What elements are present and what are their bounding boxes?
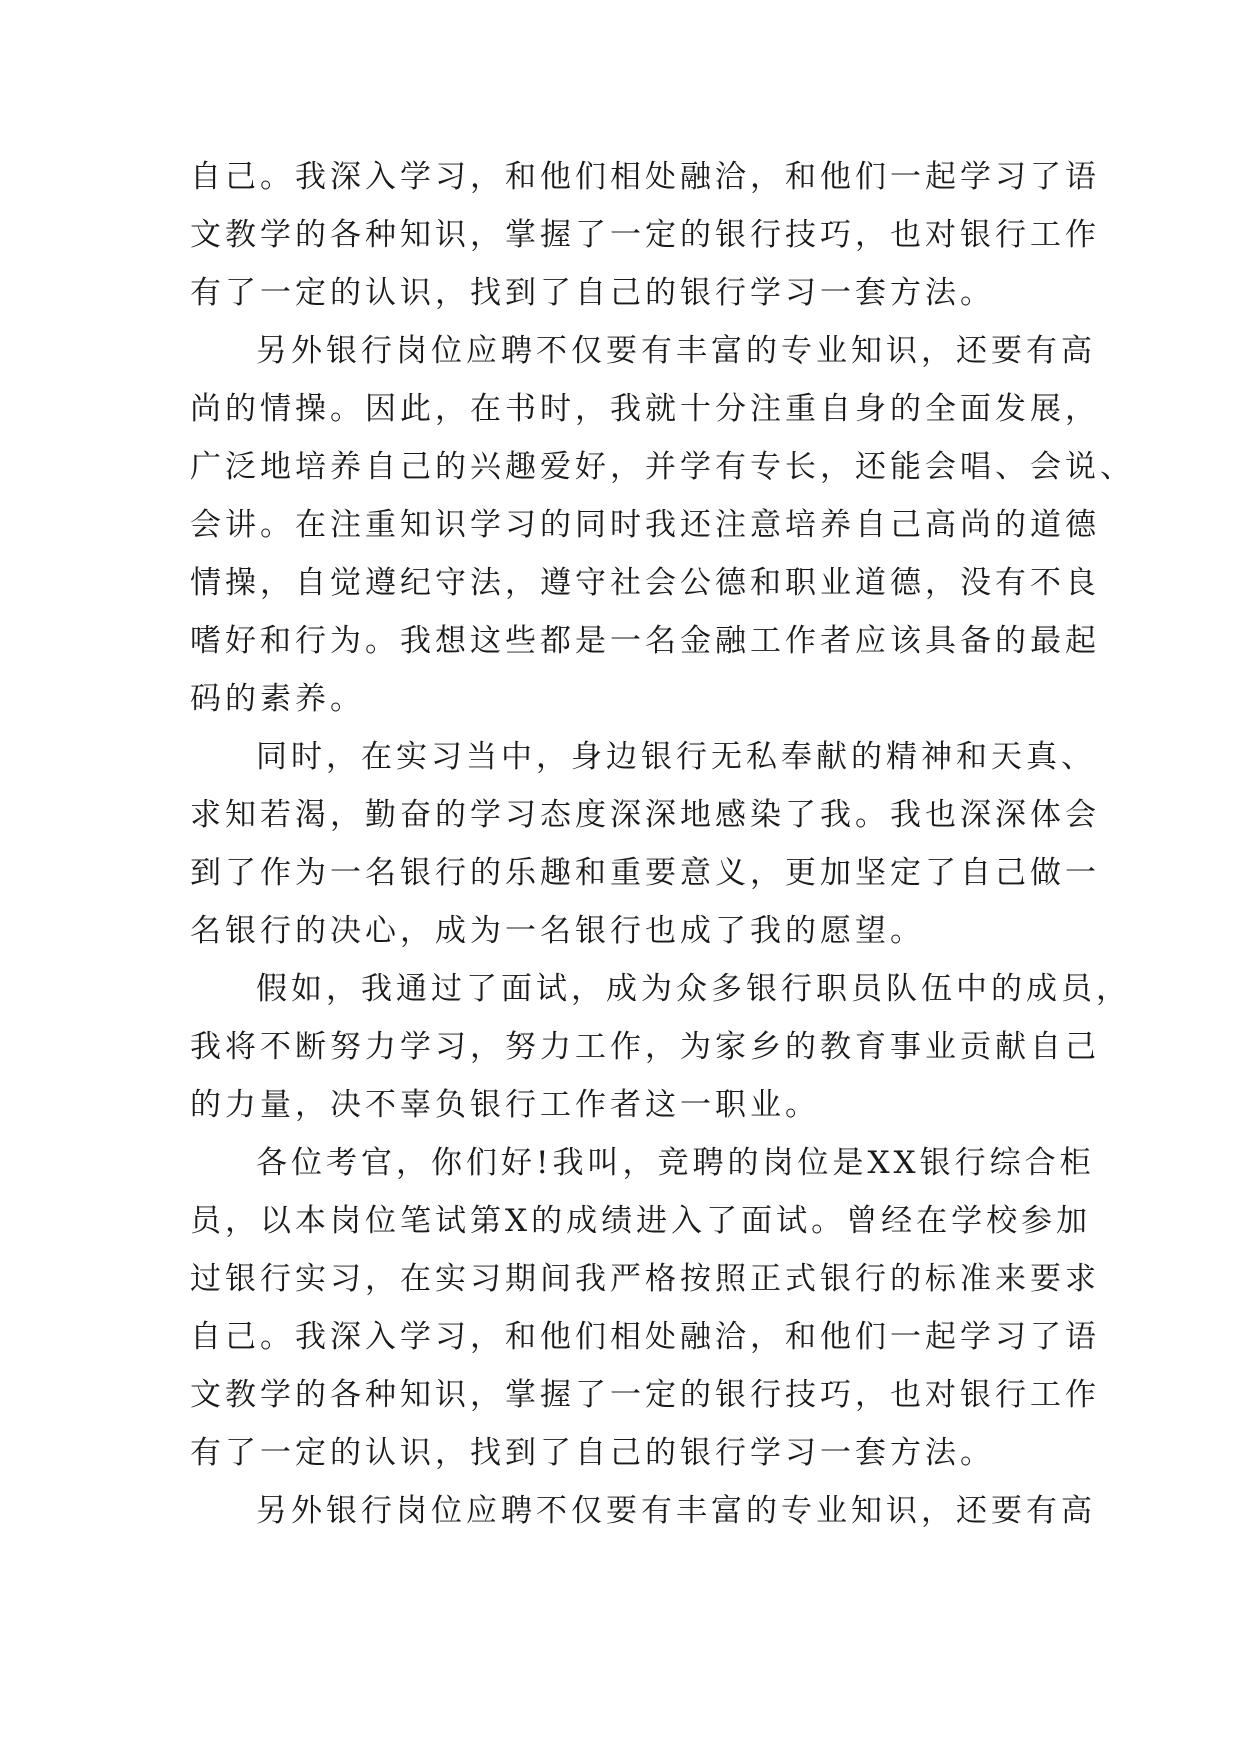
- text-line: 会讲。在注重知识学习的同时我还注意培养自己高尚的道德: [190, 507, 1100, 543]
- text-line: 求知若渴，勤奋的学习态度深深地感染了我。我也深深体会: [190, 797, 1100, 833]
- text-line: 尚的情操。因此，在书时，我就十分注重自身的全面发展，: [190, 391, 1100, 427]
- text-line: 文教学的各种知识，掌握了一定的银行技巧，也对银行工作: [190, 1377, 1100, 1413]
- paragraph-first-line: 假如，我通过了面试，成为众多银行职员队伍中的成员，: [256, 971, 1131, 1007]
- text-line: 的力量，决不辜负银行工作者这一职业。: [190, 1087, 820, 1123]
- text-line: 嗜好和行为。我想这些都是一名金融工作者应该具备的最起: [190, 623, 1100, 659]
- text-line: 有了一定的认识，找到了自己的银行学习一套方法。: [190, 1435, 995, 1471]
- paragraph-first-line: 另外银行岗位应聘不仅要有丰富的专业知识，还要有高: [256, 333, 1096, 369]
- text-line: 码的素养。: [190, 681, 365, 717]
- paragraph-first-line: 各位考官，你们好!我叫，竞聘的岗位是XX银行综合柜: [256, 1145, 1095, 1181]
- text-line: 情操，自觉遵纪守法，遵守社会公德和职业道德，没有不良: [190, 565, 1100, 601]
- document-body: [190, 148, 1135, 1540]
- paragraph-first-line: 同时，在实习当中，身边银行无私奉献的精神和天真、: [256, 739, 1096, 775]
- text-line: 员，以本岗位笔试第X的成绩进入了面试。曾经在学校参加: [190, 1203, 1092, 1239]
- text-line: 名银行的决心，成为一名银行也成了我的愿望。: [190, 913, 925, 949]
- text-line: 到了作为一名银行的乐趣和重要意义，更加坚定了自己做一: [190, 855, 1100, 891]
- text-line: 自己。我深入学习，和他们相处融洽，和他们一起学习了语: [190, 159, 1100, 195]
- paragraph-first-line: 另外银行岗位应聘不仅要有丰富的专业知识，还要有高: [256, 1493, 1096, 1529]
- text-line: 广泛地培养自己的兴趣爱好，并学有专长，还能会唱、会说、: [190, 449, 1135, 485]
- text-line: 过银行实习，在实习期间我严格按照正式银行的标准来要求: [190, 1261, 1100, 1297]
- text-line: 有了一定的认识，找到了自己的银行学习一套方法。: [190, 275, 995, 311]
- text-line: 我将不断努力学习，努力工作，为家乡的教育事业贡献自己: [190, 1029, 1100, 1065]
- text-line: 文教学的各种知识，掌握了一定的银行技巧，也对银行工作: [190, 217, 1100, 253]
- text-line: 自己。我深入学习，和他们相处融洽，和他们一起学习了语: [190, 1319, 1100, 1355]
